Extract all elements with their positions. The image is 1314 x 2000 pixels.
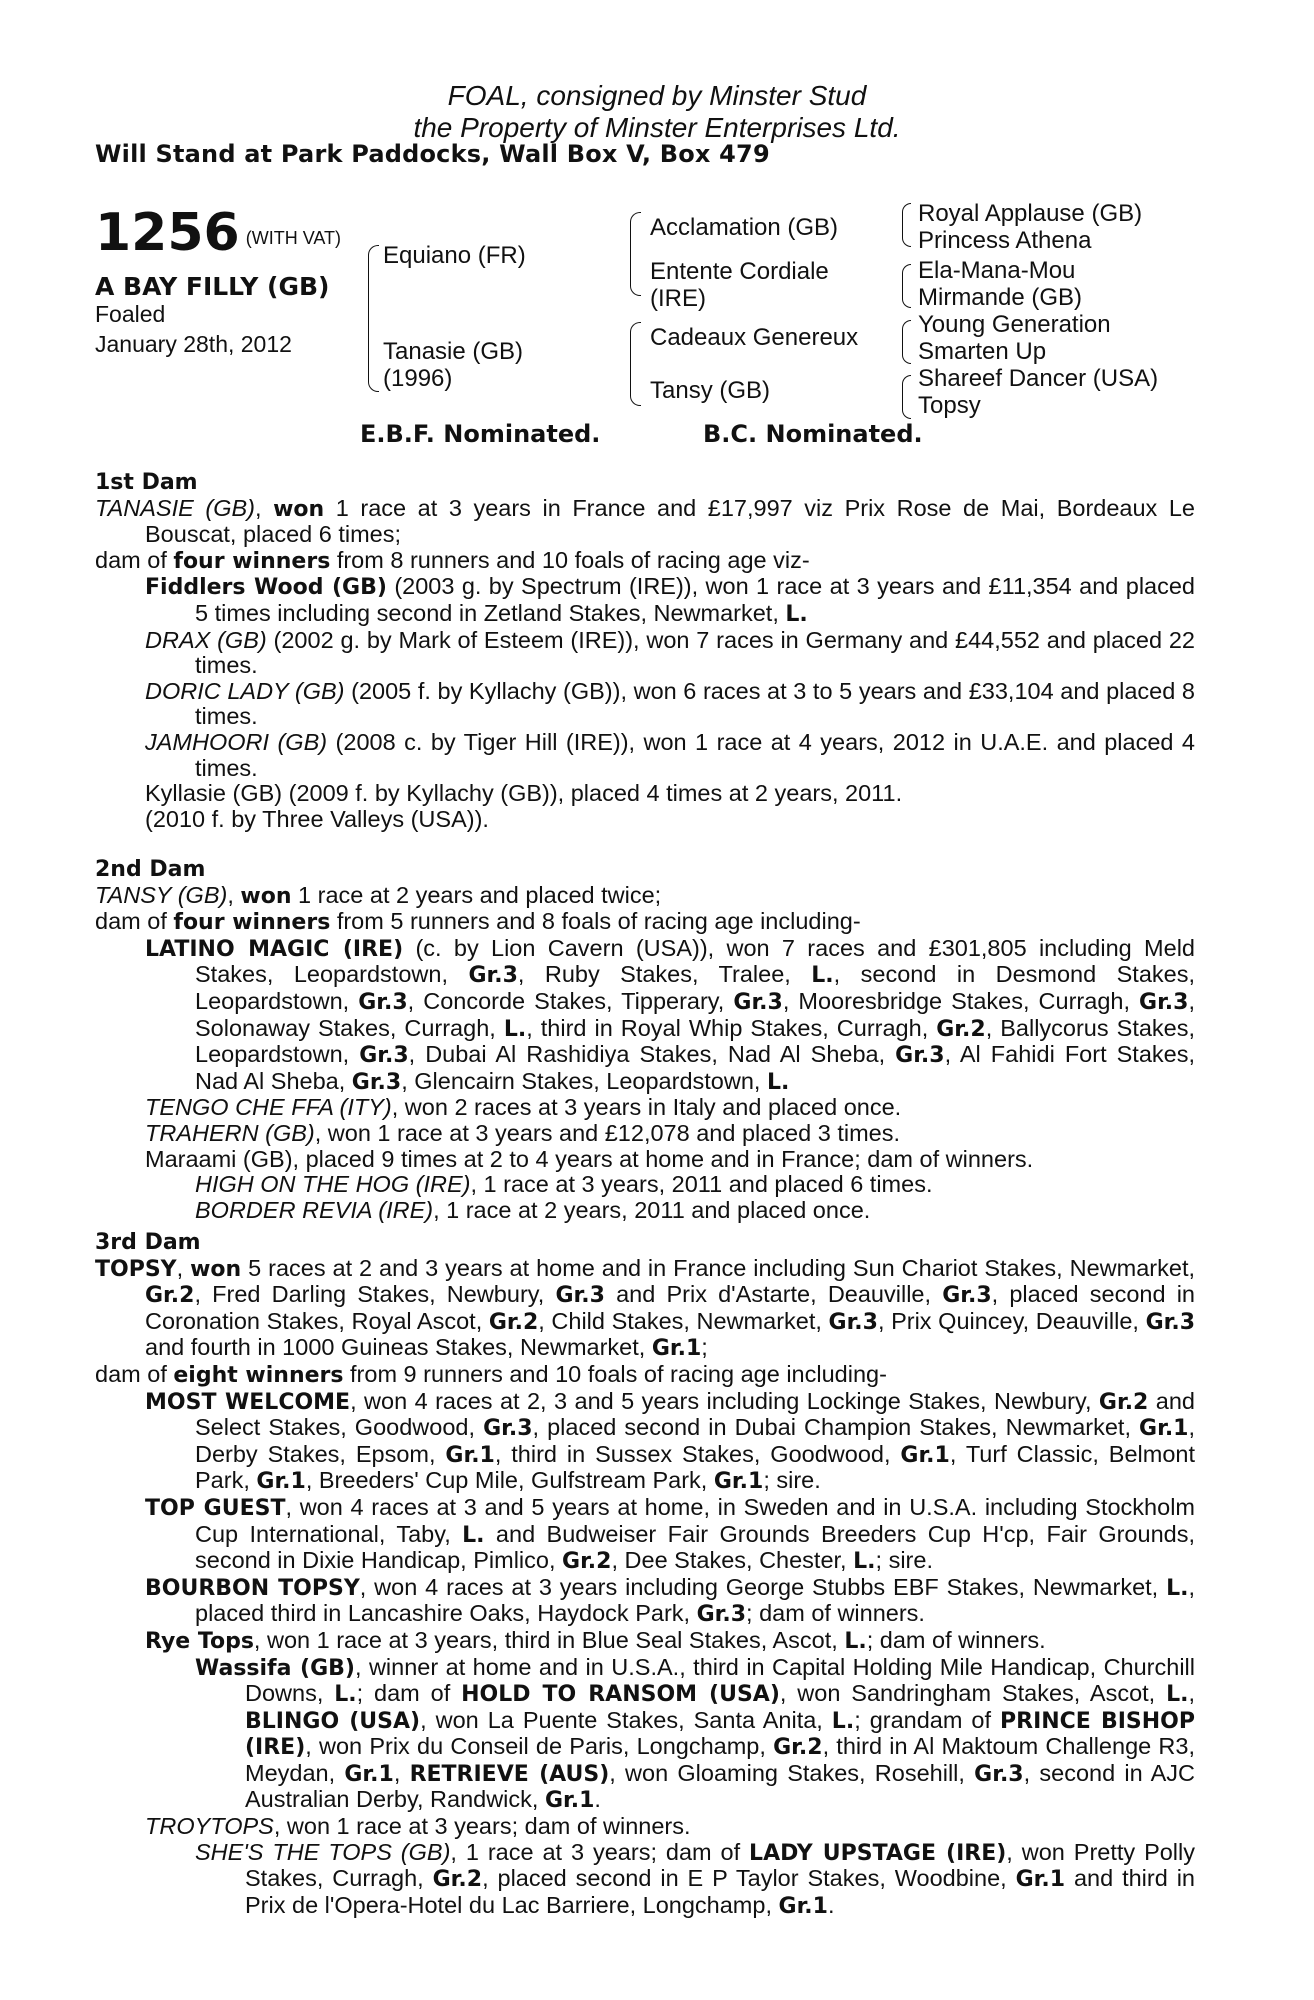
list-item: (2010 f. by Three Valleys (USA)). — [145, 805, 489, 832]
third-dam-section — [95, 1230, 1195, 1919]
list-item: Fiddlers Wood (GB) (2003 g. by Spectrum (IRE)), won 1 race at 3 years and £11,354 and placed 5 times including second in Zetland Stakes, Newmarket, L. — [145, 573, 1195, 627]
ds-sire: Young Generation — [918, 311, 1111, 338]
brace-dd — [902, 375, 911, 419]
property-line: the Property of Minster Enterprises Ltd. — [413, 112, 901, 143]
foaled-date: January 28th, 2012 — [95, 331, 292, 357]
foaled-label: Foaled — [95, 301, 166, 327]
vat-label: (WITH VAT) — [245, 228, 342, 248]
dd-sire: Shareef Dancer (USA) — [918, 365, 1159, 392]
consignor-line: FOAL, consigned by Minster Stud — [447, 80, 867, 111]
sire-dam-brace — [368, 245, 379, 392]
ss-dam: Princess Athena — [918, 227, 1092, 254]
list-item: TENGO CHE FFA (ITY), won 2 races at 3 years in Italy and placed once. — [145, 1094, 902, 1121]
list-item: JAMHOORI (GB) (2008 c. by Tiger Hill (IRE)), won 1 race at 4 years, 2012 in U.A.E. and placed 4 times. — [145, 728, 1196, 781]
sire-dam: Entente Cordiale — [650, 258, 829, 285]
third-dam-produce: dam of eight winners from 9 runners and 10 foals of racing age including- — [95, 1360, 887, 1388]
ebf-nominated: E.B.F. Nominated. — [360, 420, 601, 448]
second-dam-record: TANSY (GB), won 1 race at 2 years and placed twice; — [95, 881, 662, 909]
first-dam-heading: 1st Dam — [95, 470, 198, 495]
brace-ds — [902, 320, 911, 364]
sd-dam: Mirmande (GB) — [918, 284, 1083, 311]
first-dam-produce: dam of four winners from 8 runners and 10 foals of racing age viz- — [95, 546, 810, 574]
sire-dam-2: (IRE) — [650, 285, 706, 312]
ss-sire: Royal Applause (GB) — [918, 200, 1143, 227]
list-item: Maraami (GB), placed 9 times at 2 to 4 years at home and in France; dam of winners. — [145, 1145, 1034, 1172]
list-item: BOURBON TOPSY, won 4 races at 3 years including George Stubbs EBF Stakes, Newmarket, L., placed third in Lancashire Oaks, Haydock Park, Gr.3; dam of winners. — [145, 1573, 1195, 1628]
ds-dam: Smarten Up — [918, 338, 1047, 365]
sire: Equiano (FR) — [383, 242, 526, 269]
second-dam-produce: dam of four winners from 5 runners and 8 foals of racing age including- — [95, 908, 861, 936]
list-item: BORDER REVIA (IRE), 1 race at 2 years, 2011 and placed once. — [195, 1196, 871, 1223]
list-item: Wassifa (GB), winner at home and in U.S.A., third in Capital Holding Mile Handicap, Churchill Downs, L.; dam of HOLD TO RANSOM (USA), won Sandringham Stakes, Ascot, L., BLINGO (USA), won La Puente Stakes, Santa Anita, L.; grandam of PRINCE BISHOP (IRE), won Prix du Conseil de Paris, Longchamp, Gr.2, third in Al Maktoum Challenge R3, Meydan, Gr.1, RETRIEVE (AUS), won Gloaming Stakes, Rosehill, Gr.3, second in AJC Australian Derby, Randwick, Gr.1. — [195, 1653, 1196, 1814]
brace-ss — [902, 203, 911, 247]
stand-location: Will Stand at Park Paddocks, Wall Box V, Box 479 — [95, 140, 770, 168]
list-item: HIGH ON THE HOG (IRE), 1 race at 3 years, 2011 and placed 6 times. — [195, 1171, 933, 1198]
sire-brace — [630, 212, 641, 296]
third-dam-heading: 3rd Dam — [95, 1230, 201, 1255]
horse-name: A BAY FILLY (GB) — [95, 272, 330, 301]
third-dam-record: TOPSY, won 5 races at 2 and 3 years at home and in France including Sun Chariot Stakes, Newmarket, Gr.2, Fred Darling Stakes, Newbury, Gr.3 and Prix d'Astarte, Deauville, Gr.3, placed second in Coronation Stakes, Royal Ascot, Gr.2, Child Stakes, Newmarket, Gr.3, Prix Quincey, Deauville, Gr.3 and fourth in 1000 Guineas Stakes, Newmarket, Gr.1; — [95, 1254, 1195, 1362]
list-item: LATINO MAGIC (IRE) (c. by Lion Cavern (USA)), won 7 races and £301,805 including Meld Stakes, Leopardstown, Gr.3, Ruby Stakes, Tralee, L., second in Desmond Stakes, Leopardstown, Gr.3, Concorde Stakes, Tipperary, Gr.3, Mooresbridge Stakes, Curragh, Gr.3, Solonaway Stakes, Curragh, L., third in Royal Whip Stakes, Curragh, Gr.2, Ballycorus Stakes, Leopardstown, Gr.3, Dubai Al Rashidiya Stakes, Nad Al Sheba, Gr.3, Al Fahidi Fort Stakes, Nad Al Sheba, Gr.3, Glencairn Stakes, Leopardstown, L. — [145, 934, 1196, 1095]
dd-dam: Topsy — [918, 392, 981, 419]
list-item: TROYTOPS, won 1 race at 3 years; dam of winners. — [145, 1813, 691, 1840]
list-item: TRAHERN (GB), won 1 race at 3 years and £12,078 and placed 3 times. — [145, 1119, 900, 1146]
list-item: Rye Tops, won 1 race at 3 years, third in Blue Seal Stakes, Ascot, L.; dam of winners. — [145, 1626, 1046, 1654]
list-item: SHE'S THE TOPS (GB), 1 race at 3 years; dam of LADY UPSTAGE (IRE), won Pretty Polly Stakes, Curragh, Gr.2, placed second in E P Taylor Stakes, Woodbine, Gr.1 and third in Prix de l'Opera-Hotel du Lac Barriere, Longchamp, Gr.1. — [195, 1838, 1196, 1919]
dam-dam: Tansy (GB) — [650, 377, 771, 404]
list-item: Kyllasie (GB) (2009 f. by Kyllachy (GB)), placed 4 times at 2 years, 2011. — [145, 780, 903, 807]
dam-year: (1996) — [383, 365, 453, 392]
list-item: DRAX (GB) (2002 g. by Mark of Esteem (IRE)), won 7 races in Germany and £44,552 and placed 22 times. — [145, 626, 1195, 679]
dam-brace — [630, 322, 641, 406]
sire-sire: Acclamation (GB) — [650, 214, 839, 241]
second-dam-heading: 2nd Dam — [95, 857, 206, 882]
lot-number: 1256 (WITH VAT) — [95, 203, 342, 263]
bc-nominated: B.C. Nominated. — [703, 420, 923, 448]
dam-sire: Cadeaux Genereux — [650, 324, 859, 351]
list-item: MOST WELCOME, won 4 races at 2, 3 and 5 years including Lockinge Stakes, Newbury, Gr.2 and Select Stakes, Goodwood, Gr.3, placed second in Dubai Champion Stakes, Newmarket, Gr.1, Derby Stakes, Epsom, Gr.1, third in Sussex Stakes, Goodwood, Gr.1, Turf Classic, Belmont Park, Gr.1, Breeders' Cup Mile, Gulfstream Park, Gr.1; sire. — [145, 1387, 1196, 1495]
second-dam-section — [95, 857, 1195, 1223]
brace-sd — [902, 264, 911, 308]
dam-name: Tanasie (GB) — [383, 338, 524, 365]
list-item: DORIC LADY (GB) (2005 f. by Kyllachy (GB)), won 6 races at 3 to 5 years and £33,104 and placed 8 times. — [145, 677, 1195, 730]
list-item: TOP GUEST, won 4 races at 3 and 5 years at home, in Sweden and in U.S.A. including Stockholm Cup International, Taby, L. and Budweiser Fair Grounds Breeders Cup H'cp, Fair Grounds, second in Dixie Handicap, Pimlico, Gr.2, Dee Stakes, Chester, L.; sire. — [145, 1493, 1195, 1575]
first-dam-section — [95, 470, 1195, 832]
first-dam-record: TANASIE (GB), won 1 race at 3 years in France and £17,997 viz Prix Rose de Mai, Bordeaux Le Bouscat, placed 6 times; — [95, 494, 1195, 548]
sd-sire: Ela-Mana-Mou — [918, 257, 1076, 284]
